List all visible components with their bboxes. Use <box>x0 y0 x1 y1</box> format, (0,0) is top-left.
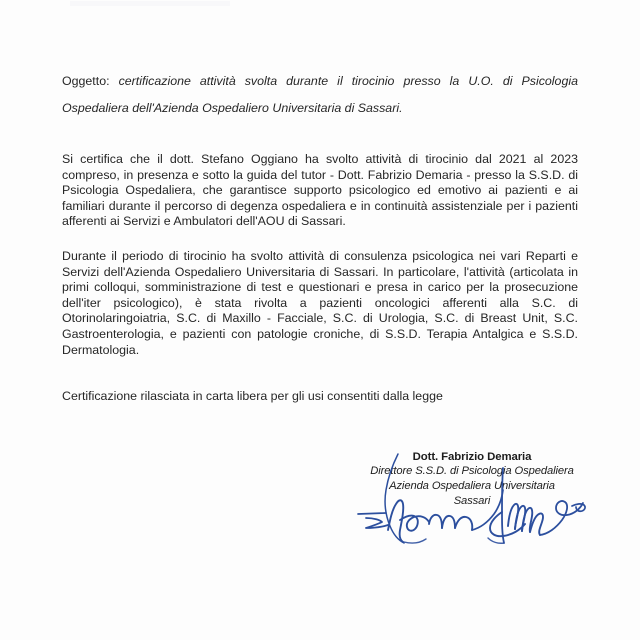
signature-text-group <box>352 450 592 509</box>
subject-text: certificazione attività svolta durante il tirocinio presso la U.O. di Psicologia Ospedaliera dell'Azienda Ospedaliero Universitaria di Sassari. <box>62 74 578 115</box>
paragraph-2: Durante il periodo di tirocinio ha svolto attività di consulenza psicologica nei vari Reparti e Servizi dell'Azienda Ospedaliero Universitaria di Sassari. In particolare, l'attività (articolata in primi colloqui, somministrazione di test e questionari e presa in carico per la prosecuzione dell'iter psicologico), è stata rivolta a pazienti oncologici afferenti alla S.C. di Otorinolaringoiatria, S.C. di Maxillo - Facciale, S.C. di Urologia, S.C. di Breast Unit, S.C. Gastroenterologia, e pazienti con patologie croniche, di S.S.D. Terapia Antalgica e S.S.D. Dermatologia. <box>62 249 578 357</box>
subject-line <box>62 68 578 122</box>
paragraph-1: Si certifica che il dott. Stefano Oggiano ha svolto attività di tirocinio dal 2021 al 2023 compreso, in presenza e sotto la guida del tutor - Dott. Fabrizio Demaria - presso la S.S.D. di Psicologia Ospedaliera, che garantisce supporto psicologico ed emotivo ai pazienti e ai familiari durante il percorso di degenza ospedaliera e in continuità assistenziale per i pazienti afferenti ai Servizi e Ambulatori dell'AOU di Sassari. <box>62 152 578 229</box>
signatory-name: Dott. Fabrizio Demaria <box>412 451 532 463</box>
subject-label: Oggetto: <box>62 74 110 88</box>
signatory-role: Direttore S.S.D. di Psicologia Ospedaliera <box>370 465 574 477</box>
closing-statement: Certificazione rilasciata in carta libera per gli usi consentiti dalla legge <box>62 389 443 403</box>
signature-block <box>352 450 592 545</box>
signatory-organization: Azienda Ospedaliera Universitaria <box>389 480 555 492</box>
signatory-city: Sassari <box>453 495 491 507</box>
scan-artifact <box>70 1 230 6</box>
